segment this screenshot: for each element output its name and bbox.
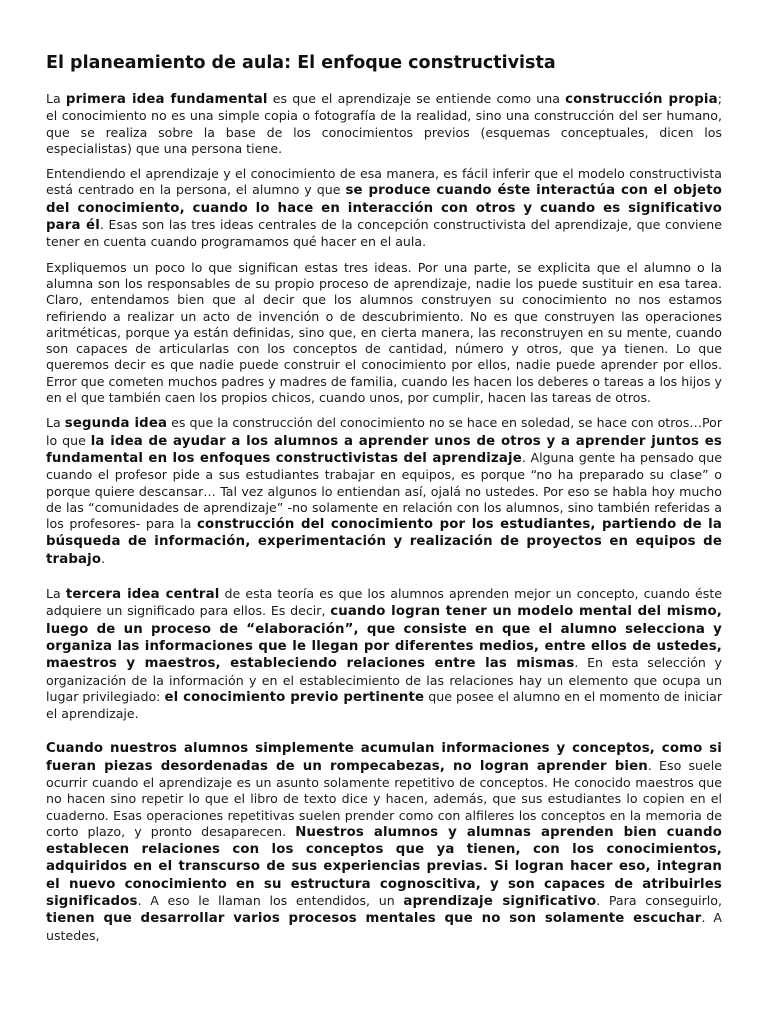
body-text: es que el aprendizaje se entiende como una [267,91,566,106]
emphasis-text: se produce cuando éste interactúa con el objeto del conocimiento, cuando lo hace en interacción con otros y cuando es significativo para él [46,183,722,234]
page-title: El planeamiento de aula: El enfoque constructivista [46,53,556,73]
emphasis-text: primera idea fundamental [65,92,268,107]
body-text: Expliquemos un poco lo que significan estas tres ideas. Por una parte, se explicita que el alumno o la alumna son los responsables de su propio proceso de aprendizaje, nadie los puede sustituir en esa tarea. Claro, entendamos bien que al decir que los alumnos construyen su conocimiento no nos estamos refiriendo a realizar un acto de invención o de descubrimiento. No es que construyen las operaciones aritméticas, porque ya están definidas, sino que, en cierta manera, las reconstruyen en su mente, cuando son capaces de articularlas con los conceptos de cantidad, número y otros, que ya tienen. Lo que queremos decir es que nadie puede construir el conocimiento por ellos, nadie puede aprender por ellos. Error que cometen muchos padres y madres de familia, cuando les hacen los deberes o tareas a los hijos y en el que también caen los propios chicos, cuando unos, por cumplir, hacen las tareas de otros. [46,259,722,406]
body-text: . Alguna gente ha pensado que cuando el profesor pide a sus estudiantes trabajar en equipos, es porque “no ha preparado su clase” o porque quiere descansar… Tal vez algunos lo entiendan así, ojalá no ustedes. Por eso se habla hoy mucho de las “comunidades de aprendizaje” -no solamente en relación con los alumnos, sino también referidas a los profesores- para la [46,449,722,532]
emphasis-text: segunda idea [64,416,168,432]
emphasis-text: tercera idea central [65,587,220,603]
body-text: . Para conseguirlo, [596,893,722,909]
body-text: ; el conocimiento no es una simple copia o fotografía de la realidad, sino una construcción del ser humano, que se realiza sobre la base de los conocimientos previos (esquemas conceptuales, dicen los especialistas) que una persona tiene. [46,91,722,156]
emphasis-text: cuando logran tener un modelo mental del mismo, luego de un proceso de “elaboración”, que consiste en que el alumno selecciona y organiza las informaciones que le llegan por diferentes medios, entre ellos de ustedes, maestros y maestros, estableciendo relaciones entre las mismas [46,604,722,672]
body-text: de esta teoría es que los alumnos aprenden mejor un concepto, cuando éste adquiere un significado para ellos. Es decir, [46,586,723,619]
emphasis-text: Cuando nuestros alumnos simplemente acumulan informaciones y conceptos, como si fueran piezas desordenadas de un rompecabezas, no logran aprender bien [46,741,722,774]
paragraph-4 [46,415,722,568]
body-text: es que la construcción del conocimiento no se hace en soledad, se hace con otros…Por lo que [46,415,723,448]
paragraph-5 [46,586,722,722]
emphasis-text: construcción del conocimiento por los estudiantes, partiendo de la búsqueda de información, experimentación y realización de proyectos en equipos de trabajo [46,517,722,567]
body-text: La [46,91,66,106]
emphasis-text: el conocimiento previo pertinente [164,689,425,705]
body-text: . Eso suele ocurrir cuando el aprendizaje es un asunto solamente repetitivo de conceptos. He conocido maestros que no hacen sino repetir lo que el libro de texto dice y hacen, además, que sus estudiantes lo copien en el cuaderno. Esas operaciones repetitivas suelen prender como con alfileres los conceptos en la memoria de corto plazo, y pronto desaparecen. [46,757,722,839]
body-text: que posee el alumno en el momento de iniciar el aprendizaje. [46,688,722,722]
body-text: . [101,550,106,566]
paragraph-3 [46,260,722,407]
emphasis-text: construcción propia [565,92,718,107]
paragraph-2 [46,166,722,250]
emphasis-text: tienen que desarrollar varios procesos mentales que no son solamente escuchar [46,911,702,927]
paragraph-1 [46,91,722,157]
body-text: La [46,586,66,602]
emphasis-text: la idea de ayudar a los alumnos a aprender unos de otros y a aprender juntos es fundamental en los enfoques constructivistas del aprendizaje [46,433,722,466]
body-text: . A eso le llaman los entendidos, un [137,893,404,909]
emphasis-text: aprendizaje significativo [403,894,597,910]
paragraph-6 [46,740,722,944]
body-text: La [46,415,65,431]
body-text: . En esta selección y organización de la información y en el establecimiento de las relaciones hay un elemento que ocupa un lugar privilegiado: [46,655,722,704]
body-text: Entendiendo el aprendizaje y el conocimiento de esa manera, es fácil inferir que el modelo constructivista está centrado en la persona, el alumno y que [46,166,722,198]
body-text: . A ustedes, [46,910,722,943]
body-text: . Esas son las tres ideas centrales de la concepción constructivista del aprendizaje, que conviene tener en cuenta cuando programamos qué hacer en el aula. [46,217,722,250]
emphasis-text: Nuestros alumnos y alumnas aprenden bien cuando establecen relaciones con los conceptos que ya tienen, con los conocimientos, adquiridos en el transcurso de sus experiencias previas. Si logran hacer eso, integran el nuevo conocimiento en su estructura cognoscitiva, y son capaces de atribuirles significados [46,824,722,910]
